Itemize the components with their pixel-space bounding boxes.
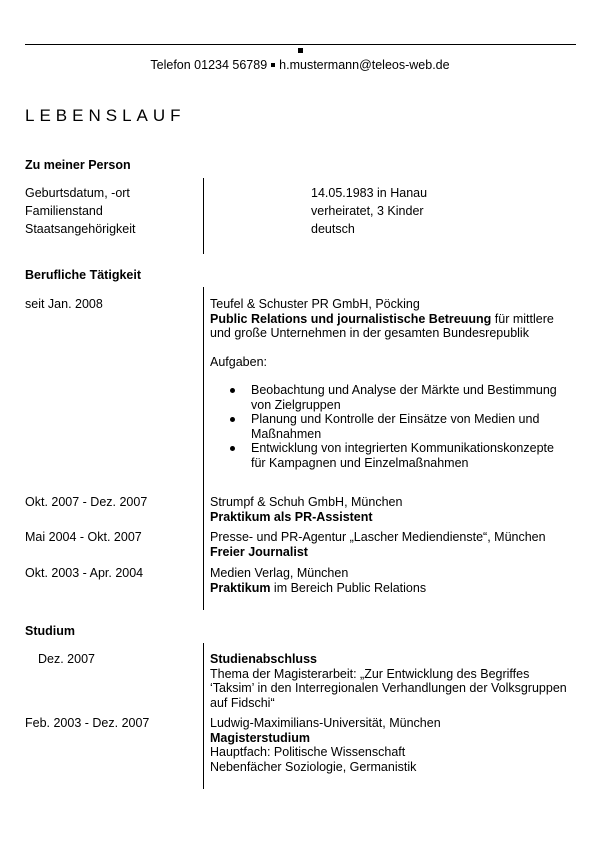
section-heading-studies: Studium (25, 624, 75, 638)
career-role-1: Public Relations und journalistische Betreuung für mittlere und große Unternehmen in der gesamten Bundesrepublik (210, 311, 554, 340)
divider-person (203, 178, 204, 254)
study-major: Hauptfach: Politische Wissenschaft (210, 745, 406, 759)
career-company-1: Teufel & Schuster PR GmbH, Pöcking (210, 297, 420, 311)
career-role-3: Freier Journalist (210, 544, 308, 559)
list-item: Beobachtung und Analyse der Märkte und Bestimmung von Zielgruppen (210, 383, 570, 412)
list-item: Entwicklung von integrierten Kommunikationskonzepte für Kampagnen und Einzelmaßnahmen (210, 441, 570, 470)
career-entry-3 (210, 530, 570, 559)
section-heading-career: Berufliche Tätigkeit (25, 268, 141, 282)
career-period-1: seit Jan. 2008 (25, 297, 103, 311)
career-role-4: Praktikum im Bereich Public Relations (210, 580, 427, 595)
study-period-2: Feb. 2003 - Dez. 2007 (25, 716, 150, 730)
career-task-list (210, 383, 570, 470)
person-value-status: verheiratet, 3 Kinder (311, 204, 424, 218)
study-title-1: Studienabschluss (210, 652, 317, 666)
person-value-birth: 14.05.1983 in Hanau (311, 186, 428, 200)
study-entry-2 (210, 716, 570, 774)
study-title-2: Magisterstudium (210, 730, 311, 745)
person-label-status: Familienstand (25, 204, 103, 218)
career-period-4: Okt. 2003 - Apr. 2004 (25, 566, 144, 580)
section-heading-person: Zu meiner Person (25, 158, 131, 172)
bullet-icon (230, 417, 235, 422)
person-value-nationality: deutsch (311, 222, 355, 236)
career-company-4: Medien Verlag, München (210, 566, 349, 580)
study-period-1: Dez. 2007 (38, 652, 95, 666)
career-tasks-label: Aufgaben: (210, 354, 267, 369)
contact-phone: Telefon 01234 56789 (150, 58, 268, 72)
study-entry-1 (210, 652, 570, 710)
career-entry-4 (210, 566, 570, 595)
bullet-icon (230, 388, 235, 393)
person-label-nationality: Staatsangehörigkeit (25, 222, 136, 236)
career-entry-2 (210, 495, 570, 524)
divider-career (203, 287, 204, 610)
career-role-2: Praktikum als PR-Assistent (210, 509, 373, 524)
career-period-3: Mai 2004 - Okt. 2007 (25, 530, 142, 544)
list-item: Planung und Kontrolle der Einsätze von Medien und Maßnahmen (210, 412, 570, 441)
bullet-icon (230, 446, 235, 451)
career-company-3: Presse- und PR-Agentur „Lascher Mediendienste“, München (210, 530, 546, 544)
career-company-2: Strumpf & Schuh GmbH, München (210, 495, 403, 509)
person-label-birth: Geburtsdatum, -ort (25, 186, 130, 200)
career-entry-1 (210, 297, 570, 470)
top-marker (298, 48, 303, 53)
divider-studies (203, 643, 204, 789)
study-minors: Nebenfächer Soziologie, Germanistik (210, 759, 417, 774)
top-rule (25, 44, 576, 45)
study-university: Ludwig-Maximilians-Universität, München (210, 716, 441, 730)
contact-line (0, 58, 600, 72)
study-thesis: Thema der Magisterarbeit: „Zur Entwicklung des Begriffes ‘Taksim’ in den Interregionalen Verhandlungen der Volksgruppen auf Fidschi“ (210, 666, 567, 710)
career-period-2: Okt. 2007 - Dez. 2007 (25, 495, 148, 509)
contact-email: h.mustermann@teleos-web.de (279, 58, 450, 72)
page-title: LEBENSLAUF (25, 106, 186, 125)
separator-square (271, 63, 275, 67)
